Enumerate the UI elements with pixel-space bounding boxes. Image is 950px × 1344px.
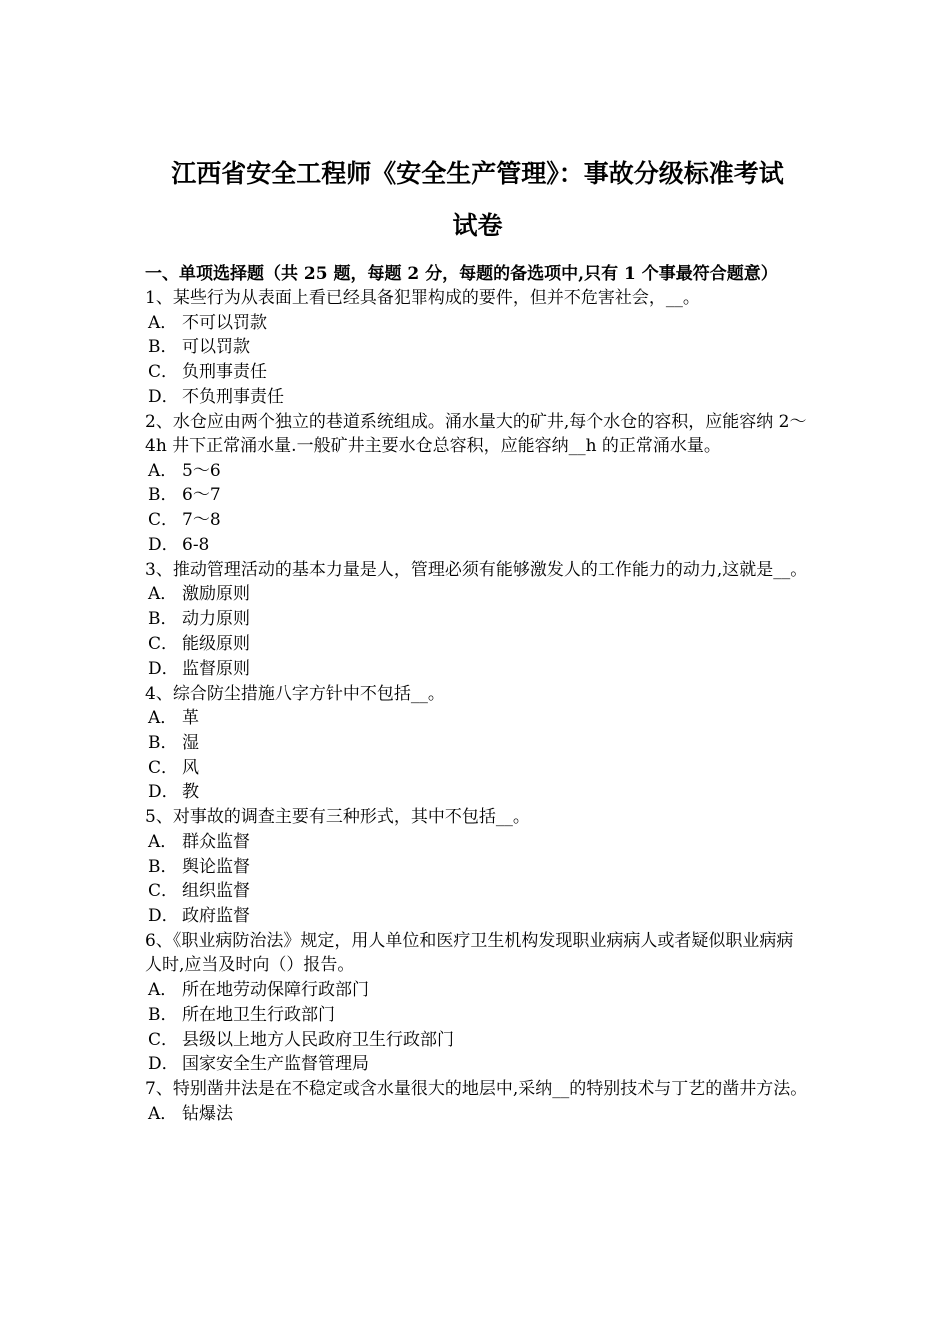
option-letter: C． <box>148 1029 179 1050</box>
option-text: 可以罚款 <box>182 337 250 358</box>
answer-option <box>145 830 810 855</box>
option-letter: B． <box>148 856 178 877</box>
question-text: 7、特别凿井法是在不稳定或含水量很大的地层中,采纳__的特别技术与丁艺的凿井方法。 <box>145 1079 808 1100</box>
answer-option <box>145 385 810 410</box>
answer-option <box>145 311 810 336</box>
option-letter: D． <box>148 782 179 803</box>
answer-option <box>145 360 810 385</box>
question-list <box>145 286 810 1126</box>
option-text: 6～7 <box>182 485 221 506</box>
option-text: 负刑事责任 <box>182 362 267 383</box>
answer-option <box>145 855 810 880</box>
option-letter: D． <box>148 658 179 679</box>
answer-option <box>145 508 810 533</box>
option-letter: A． <box>148 460 178 481</box>
option-letter: A． <box>148 312 178 333</box>
option-text: 不可以罚款 <box>182 312 267 333</box>
option-letter: D． <box>148 906 179 927</box>
option-letter: C． <box>148 510 179 531</box>
answer-option <box>145 904 810 929</box>
option-letter: D． <box>148 1054 179 1075</box>
option-text: 风 <box>182 757 199 778</box>
question-block <box>145 682 810 806</box>
option-letter: B． <box>148 485 178 506</box>
option-letter: B． <box>148 732 178 753</box>
answer-option <box>145 335 810 360</box>
option-letter: C． <box>148 633 179 654</box>
question-text: 5、对事故的调查主要有三种形式，其中不包括__。 <box>145 807 530 828</box>
question-text: 6、《职业病防治法》规定，用人单位和医疗卫生机构发现职业病病人或者疑似职业病病人时,应当及时向（）报告。 <box>145 930 794 976</box>
option-letter: A． <box>148 708 178 729</box>
question-block <box>145 1077 810 1126</box>
question-block <box>145 805 810 929</box>
option-text: 县级以上地方人民政府卫生行政部门 <box>182 1029 454 1050</box>
answer-option <box>145 607 810 632</box>
option-letter: D． <box>148 386 179 407</box>
option-letter: B． <box>148 609 178 630</box>
section-heading: 一、单项选择题（共 25 题，每题 2 分，每题的备选项中,只有 1 个事最符合题意） <box>145 264 778 284</box>
answer-option <box>145 632 810 657</box>
answer-option <box>145 483 810 508</box>
option-letter: B． <box>148 337 178 358</box>
option-letter: A． <box>148 831 178 852</box>
option-text: 湿 <box>182 732 199 753</box>
question-block <box>145 410 810 558</box>
option-text: 组织监督 <box>182 881 250 902</box>
option-text: 钻爆法 <box>182 1103 233 1124</box>
option-text: 7～8 <box>182 510 221 531</box>
option-text: 舆论监督 <box>182 856 250 877</box>
question-text: 1、某些行为从表面上看已经具备犯罪构成的要件，但并不危害社会，__。 <box>145 288 700 308</box>
answer-option <box>145 879 810 904</box>
option-text: 6-8 <box>182 535 210 556</box>
option-text: 能级原则 <box>182 633 250 654</box>
document-page <box>145 148 810 1126</box>
answer-option <box>145 706 810 731</box>
answer-option <box>145 1102 810 1127</box>
document-title-line1: 江西省安全工程师《安全生产管理》：事故分级标准考试 <box>171 159 784 188</box>
answer-option <box>145 978 810 1003</box>
answer-option <box>145 1052 810 1077</box>
option-text: 不负刑事责任 <box>182 386 284 407</box>
option-text: 所在地劳动保障行政部门 <box>182 979 369 1000</box>
option-text: 监督原则 <box>182 658 250 679</box>
question-text: 4、综合防尘措施八字方针中不包括__。 <box>145 683 445 704</box>
option-letter: C． <box>148 362 179 383</box>
option-letter: C． <box>148 757 179 778</box>
option-text: 5～6 <box>182 460 221 481</box>
option-letter: D． <box>148 535 179 556</box>
answer-option <box>145 533 810 558</box>
option-letter: A． <box>148 1103 178 1124</box>
question-block <box>145 286 810 410</box>
option-text: 政府监督 <box>182 906 250 927</box>
answer-option <box>145 731 810 756</box>
option-text: 群众监督 <box>182 831 250 852</box>
option-letter: A． <box>148 584 178 605</box>
document-title-line2: 试卷 <box>452 211 503 240</box>
option-text: 教 <box>182 782 199 803</box>
answer-option <box>145 582 810 607</box>
question-block <box>145 929 810 1077</box>
option-letter: A． <box>148 979 178 1000</box>
option-text: 激励原则 <box>182 584 250 605</box>
option-text: 国家安全生产监督管理局 <box>182 1054 369 1075</box>
question-block <box>145 558 810 682</box>
option-letter: B． <box>148 1004 178 1025</box>
option-text: 革 <box>182 708 199 729</box>
option-text: 所在地卫生行政部门 <box>182 1004 335 1025</box>
answer-option <box>145 780 810 805</box>
answer-option <box>145 459 810 484</box>
option-text: 动力原则 <box>182 609 250 630</box>
question-text: 2、水仓应由两个独立的巷道系统组成。涌水量大的矿井,每个水仓的容积，应能容纳 2～4h 井下正常涌水量.一般矿井主要水仓总容积，应能容纳__h 的正常涌水量。 <box>145 411 807 457</box>
answer-option <box>145 657 810 682</box>
question-text: 3、推动管理活动的基本力量是人，管理必须有能够激发人的工作能力的动力,这就是__。 <box>145 559 808 580</box>
option-letter: C． <box>148 881 179 902</box>
answer-option <box>145 1003 810 1028</box>
answer-option <box>145 756 810 781</box>
answer-option <box>145 1028 810 1053</box>
